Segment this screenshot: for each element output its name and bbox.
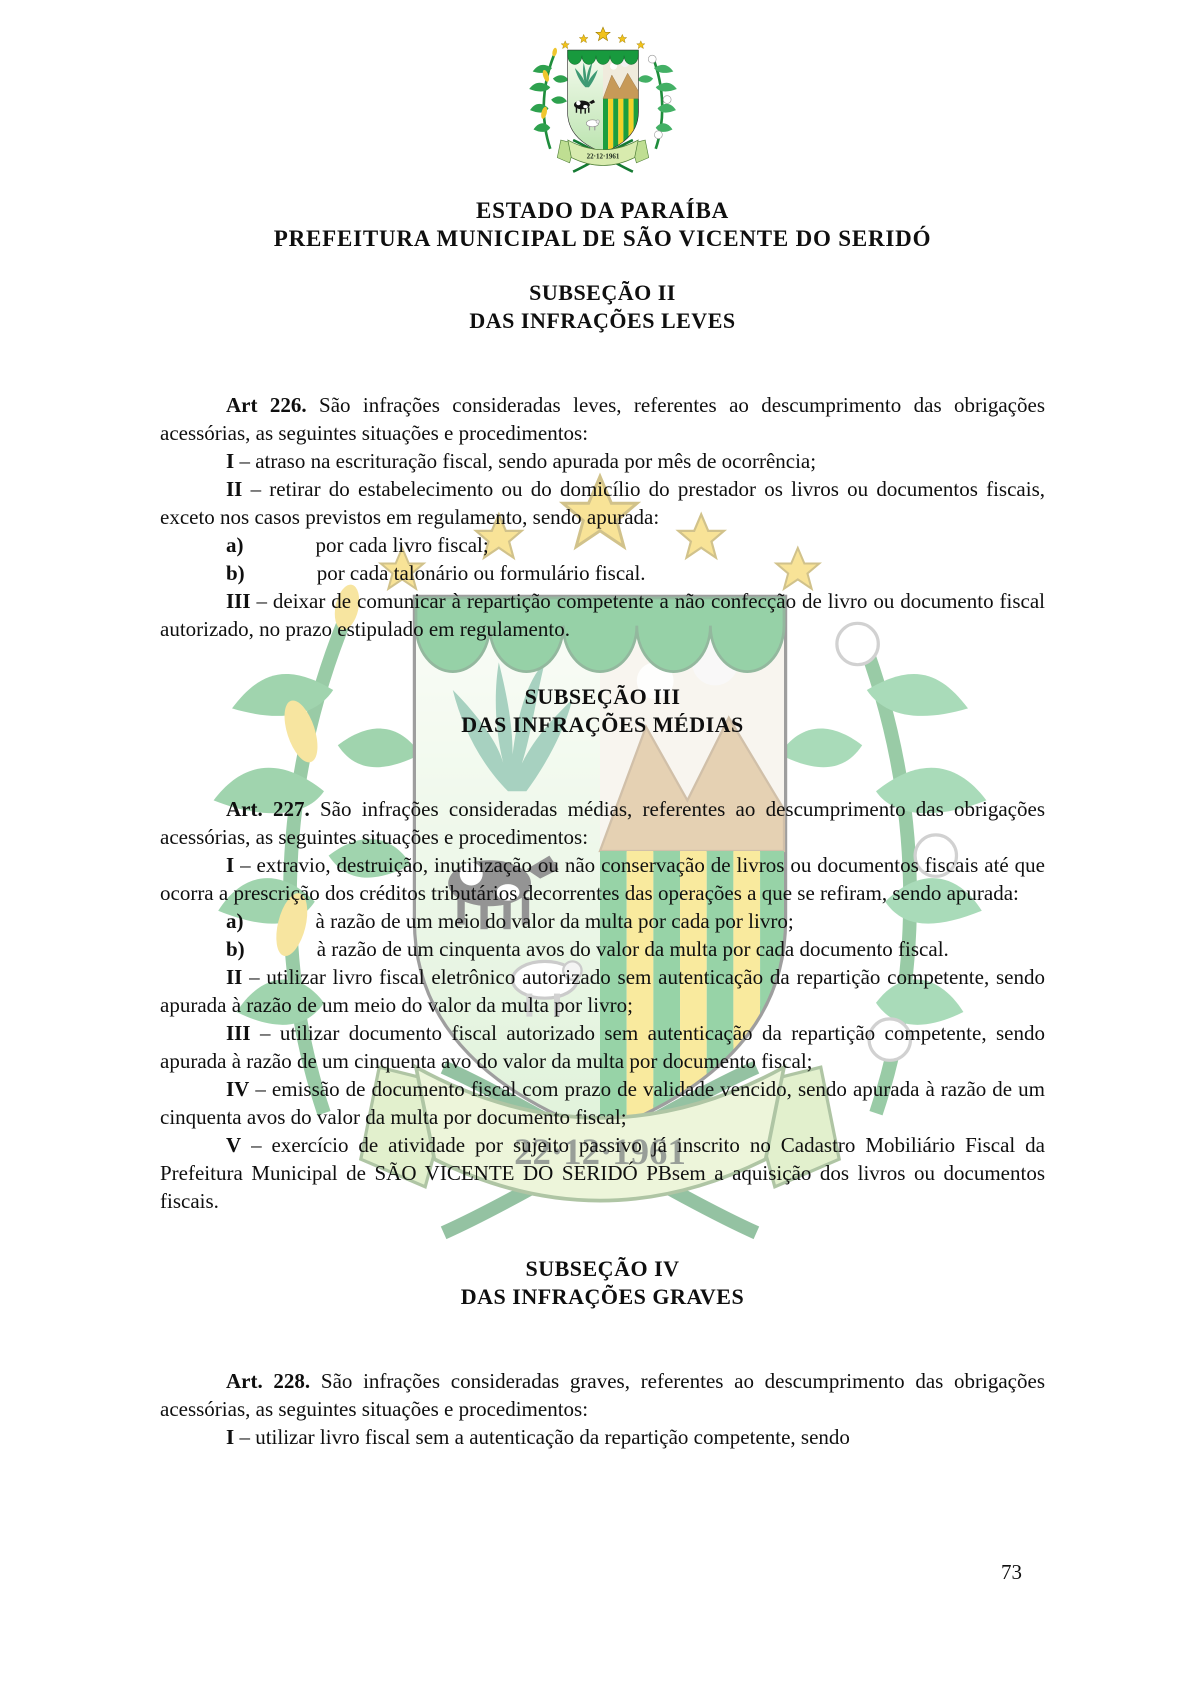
paragraph-lead: V (226, 1133, 242, 1157)
paragraph-lead: b) (226, 937, 245, 961)
paragraph-text: por cada livro fiscal; (315, 533, 489, 557)
section-heading (160, 1255, 1045, 1311)
paragraph-lead: III (226, 589, 251, 613)
paragraph-lead: I (226, 449, 235, 473)
paragraph-lead: b) (226, 561, 245, 585)
paragraph-lead: III (226, 1021, 251, 1045)
paragraph-lead: Art. 228. (226, 1369, 311, 1393)
paragraph-text: – utilizar livro fiscal eletrônico autorizado sem autenticação da repartição competente, sendo apurada à razão de um meio do valor da multa por livro; (160, 965, 1045, 1017)
paragraph-text: – utilizar documento fiscal autorizado sem autenticação da repartição competente, sendo apurada à razão de um cinquenta avo do valor da multa por documento fiscal; (160, 1021, 1045, 1073)
section-subtitle: DAS INFRAÇÕES MÉDIAS (461, 712, 744, 737)
paragraph-item-iv (160, 1075, 1045, 1131)
paragraph-art-226 (160, 391, 1045, 447)
section-title: SUBSEÇÃO III (524, 684, 681, 709)
paragraph-item-i (160, 851, 1045, 907)
header-municipality: PREFEITURA MUNICIPAL DE SÃO VICENTE DO SERIDÓ (273, 226, 932, 251)
section-subtitle: DAS INFRAÇÕES LEVES (469, 308, 736, 333)
paragraph-text: – retirar do estabelecimento ou do domicílio do prestador os livros ou documentos fiscais, exceto nos casos previstos em regulamento, sendo apurada: (160, 477, 1045, 529)
paragraph-item-ii (160, 963, 1045, 1019)
coat-of-arms-icon (515, 24, 691, 191)
paragraph-lead: I (226, 1425, 235, 1449)
paragraph-text: São infrações consideradas médias, referentes ao descumprimento das obrigações acessórias, as seguintes situações e procedimentos: (160, 797, 1045, 849)
paragraph-text: por cada talonário ou formulário fiscal. (316, 561, 646, 585)
header-state: ESTADO DA PARAÍBA (476, 198, 729, 223)
paragraph-text: São infrações consideradas leves, referentes ao descumprimento das obrigações acessórias, as seguintes situações e procedimentos: (160, 393, 1045, 445)
document-header (160, 197, 1045, 253)
paragraph-lead: a) (226, 533, 244, 557)
paragraph-lead: Art 226. (226, 393, 307, 417)
section-heading (160, 683, 1045, 739)
section-subsecao-iv (160, 1255, 1045, 1451)
paragraph-art-227 (160, 795, 1045, 851)
paragraph-text: à razão de um meio do valor da multa por cada por livro; (315, 909, 794, 933)
section-subsecao-ii (160, 279, 1045, 643)
paragraph-item-v (160, 1131, 1045, 1215)
section-title: SUBSEÇÃO II (529, 280, 676, 305)
paragraph-item-a (160, 531, 1045, 559)
section-title: SUBSEÇÃO IV (525, 1256, 680, 1281)
section-heading (160, 279, 1045, 335)
paragraph-item-b (160, 935, 1045, 963)
paragraph-lead: II (226, 965, 243, 989)
paragraph-lead: Art. 227. (226, 797, 310, 821)
paragraph-item-iii (160, 587, 1045, 643)
section-subtitle: DAS INFRAÇÕES GRAVES (460, 1284, 745, 1309)
paragraph-text: – atraso na escrituração fiscal, sendo apurada por mês de ocorrência; (234, 449, 817, 473)
paragraph-lead: I (226, 853, 235, 877)
paragraph-item-b (160, 559, 1045, 587)
section-subsecao-iii (160, 683, 1045, 1215)
paragraph-text: – emissão de documento fiscal com prazo de validade vencido, sendo apurada à razão de um cinquenta avos do valor da multa por documento fiscal; (160, 1077, 1045, 1129)
paragraph-text: – extravio, destruição, inutilização ou não conservação de livros ou documentos fiscais até que ocorra a prescrição dos créditos tributários decorrentes das operações a que se refiram, sendo apurada: (160, 853, 1045, 905)
paragraph-item-i (160, 447, 1045, 475)
paragraph-art-228 (160, 1367, 1045, 1423)
paragraph-lead: II (226, 477, 243, 501)
page-number: 73 (1001, 1560, 1022, 1584)
paragraph-lead: IV (226, 1077, 250, 1101)
paragraph-item-iii (160, 1019, 1045, 1075)
paragraph-text: – utilizar livro fiscal sem a autenticação da repartição competente, sendo (234, 1425, 850, 1449)
paragraph-text: à razão de um cinquenta avos do valor da multa por cada documento fiscal. (316, 937, 949, 961)
paragraph-item-i (160, 1423, 1045, 1451)
paragraph-item-ii (160, 475, 1045, 531)
paragraph-lead: a) (226, 909, 244, 933)
paragraph-text: – exercício de atividade por sujeito passivo já inscrito no Cadastro Mobiliário Fiscal da Prefeitura Municipal de SÃO VICENTE DO SERIDÓ PBsem a aquisição dos livros ou documentos fiscais. (160, 1133, 1045, 1213)
paragraph-item-a (160, 907, 1045, 935)
paragraph-text: São infrações consideradas graves, referentes ao descumprimento das obrigações acessórias, as seguintes situações e procedimentos: (160, 1369, 1045, 1421)
paragraph-text: – deixar de comunicar à repartição competente a não confecção de livro ou documento fiscal autorizado, no prazo estipulado em regulamento. (160, 589, 1045, 641)
